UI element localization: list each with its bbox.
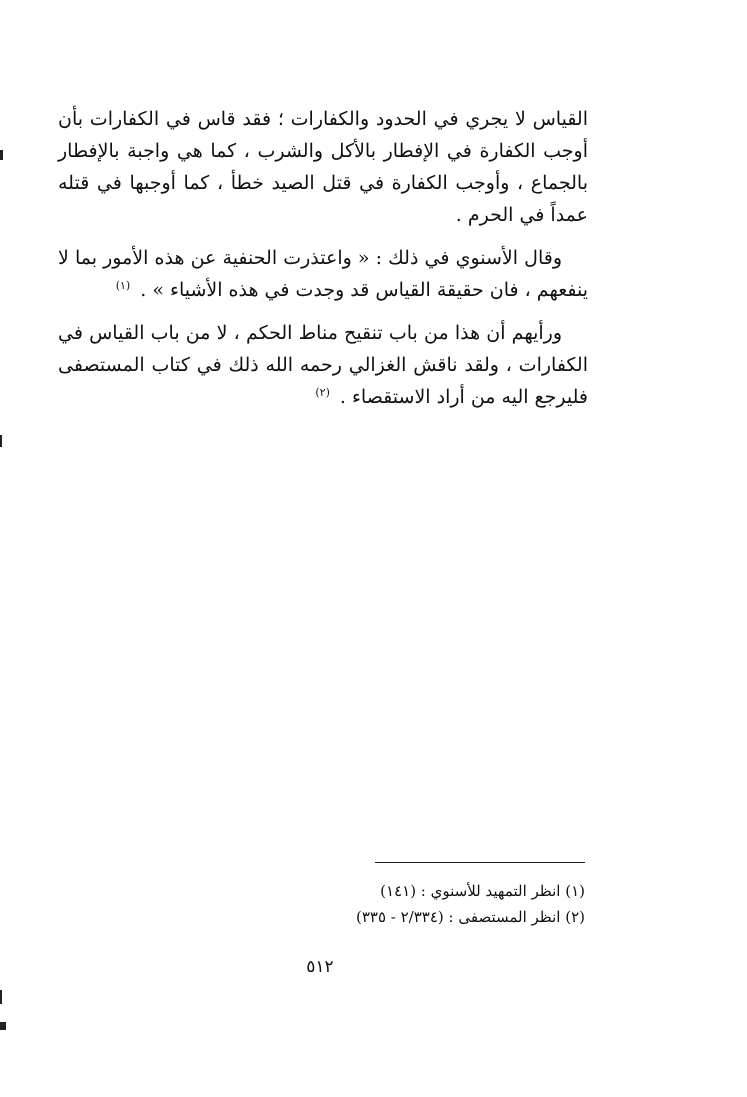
footnote-1: (١) انظر التمهيد للأسنوي : (١٤١)	[380, 882, 585, 900]
paragraph-2-text: وقال الأسنوي في ذلك : « واعتذرت الحنفية عن هذه الأمور بما لا ينفعهم ، فان حقيقة القياس قد وجدت في هذه الأشياء » .	[58, 247, 588, 301]
paragraph-1	[58, 103, 588, 231]
scan-edge-mark	[0, 1022, 6, 1030]
footnote-ref-1: (١)	[115, 278, 131, 292]
paragraph-3-text: ورأيهم أن هذا من باب تنقيح مناط الحكم ، لا من باب القياس في الكفارات ، ولقد ناقش الغزالي رحمه الله ذلك في كتاب المستصفى فليرجع اليه من أراد الاستقصاء .	[58, 322, 588, 408]
footnote-ref-2: (٢)	[315, 385, 330, 399]
main-text	[58, 103, 588, 424]
footnote-2: (٢) انظر المستصفى : (٢/٣٣٤ - ٣٣٥)	[355, 908, 585, 926]
scan-edge-mark	[0, 150, 3, 160]
page-number: ٥١٢	[306, 957, 334, 977]
footnote-separator	[375, 862, 585, 863]
scan-edge-mark	[0, 435, 2, 447]
paragraph-1-text: القياس لا يجري في الحدود والكفارات ؛ فقد قاس في الكفارات بأن أوجب الكفارة في الإفطار بالأكل والشرب ، كما هي واجبة بالإفطار بالجماع ، وأوجب الكفارة في قتل الصيد خطأ ، كما أوجبها في قتله عمداً في الحرم .	[58, 108, 588, 226]
scan-edge-mark	[0, 990, 2, 1004]
footnotes	[300, 878, 585, 930]
paragraph-2	[58, 242, 588, 306]
paragraph-3	[58, 317, 588, 413]
